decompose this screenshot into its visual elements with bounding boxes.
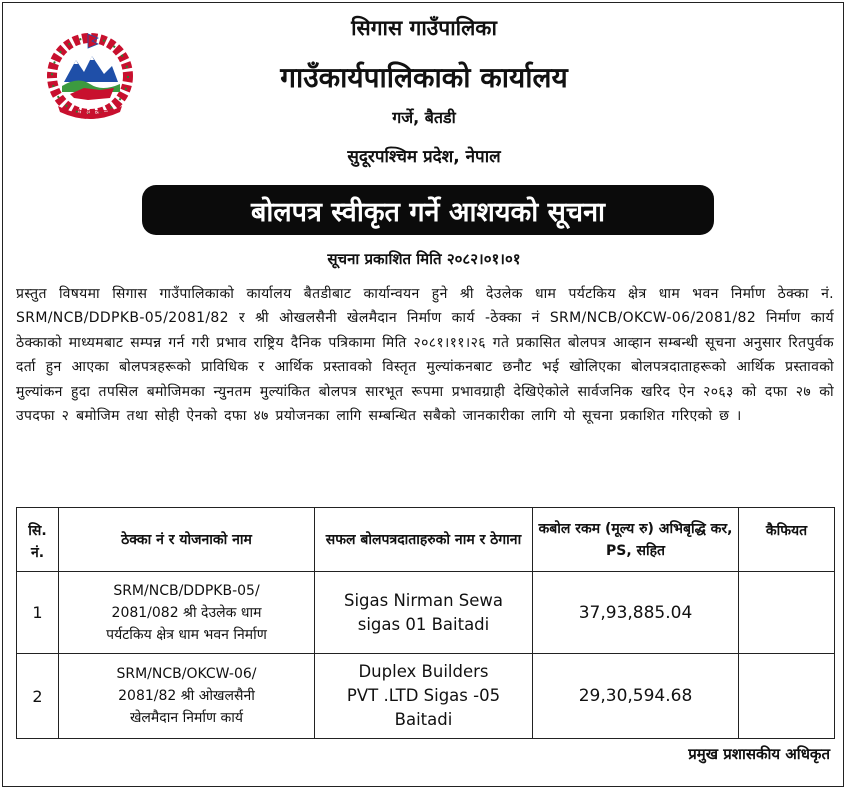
bidder-line: Baitadi: [394, 710, 453, 729]
contract-line: 2081/082 श्री देउलेक धाम: [111, 604, 262, 621]
bidder-line: sigas 01 Baitadi: [357, 614, 490, 634]
notice-body: प्रस्तुत विषयमा सिगास गाउँपालिकाको कार्यालय बैतडीबाट कार्यान्वयन हुने श्री देउलेक धाम पर्यटकिय क्षेत्र धाम भवन निर्माण ठेक्का नं. SRM/NCB/DDPKB-05/2081/82 र श्री ओखलसैनी खेलमैदान निर्माण कार्य -ठेक्का नं SRM/NCB/OKCW-06/2081/82 निर्माण कार्य ठेक्काको माध्यमबाट सम्पन्न गर्न गरी प्रभाव राष्ट्रिय दैनिक पत्रिकामा मिति २०८१।११।२६ गते प्रकासित बोलपत्र आव्हान सम्बन्धी सूचना अनुसार रितपुर्वक दर्ता हुन आएका बोलपत्रहरूको प्राविधिक र आर्थिक प्रस्तावको विस्तृत मुल्यांकनबाट छनौट भई खोलिएका बोलपत्रदाताहरूको आर्थिक प्रस्तावको मुल्यांकन हुदा तपसिल बमोजिमका न्युनतम मुल्यांकित बोलपत्र सारभूत रूपमा प्रभावग्राही देखिऐकोले सार्वजनिक खरिद ऐन २०६३ को दफा २७ को उपदफा २ बमोजिम तथा सोही ऐनको दफा ४७ प्रयोजनका लागि सम्बन्धित सबैको जानकारीका लागि यो सूचना प्रकाशित गरिएको छ ।: [16, 286, 834, 425]
row-remarks: [739, 572, 835, 654]
row-contract: [59, 572, 315, 654]
row-sn: 2: [17, 654, 59, 739]
office-location: गर्जे, बैतडी: [392, 108, 456, 127]
header-remarks: कैफियत: [739, 508, 835, 572]
province-name: सुदूरपश्चिम प्रदेश, नेपाल: [347, 147, 501, 167]
row-amount: 37,93,885.04: [533, 572, 739, 654]
row-amount: 29,30,594.68: [533, 654, 739, 739]
header-bidder: सफल बोलपत्रदाताहरुको नाम र ठेगाना: [315, 508, 533, 572]
table-header-row: [17, 508, 835, 572]
signoff-title: प्रमुख प्रशासकीय अधिकृत: [688, 745, 830, 763]
municipality-name: सिगास गाउँपालिका: [351, 16, 497, 40]
contract-line: पर्यटकिय क्षेत्र धाम भवन निर्माण: [106, 626, 267, 643]
table-row: [17, 572, 835, 654]
contract-line: SRM/NCB/DDPKB-05/: [113, 582, 260, 599]
contract-line: खेलमैदान निर्माण कार्य: [129, 710, 244, 726]
notice-title-banner: [142, 185, 714, 235]
notice-title: बोलपत्र स्वीकृत गर्ने आशयको सूचना: [250, 196, 606, 228]
header-contract: ठेक्का नं र योजनाको नाम: [59, 508, 315, 572]
published-date: सूचना प्रकाशित मिति २०८२।०१।०१: [327, 250, 521, 268]
row-bidder: [315, 572, 533, 654]
contract-line: 2081/82 श्री ओखलसैनी: [118, 688, 255, 704]
bidder-line: Duplex Builders: [358, 662, 489, 681]
row-remarks: [739, 654, 835, 739]
header-amount: कबोल रकम (मूल्य रु) अभिबृद्धि कर, PS, सहित: [533, 508, 739, 572]
bid-result-table: [16, 507, 835, 739]
contract-line: SRM/NCB/OKCW-06/: [116, 666, 257, 682]
emblem-caption: नेपाल सरकार: [77, 109, 107, 116]
office-name: गाउँकार्यपालिकाको कार्यालय: [280, 61, 568, 94]
bidder-line: Sigas Nirman Sewa: [343, 590, 504, 610]
bidder-line: PVT .LTD Sigas -05: [346, 686, 501, 705]
row-sn: 1: [17, 572, 59, 654]
row-contract: [59, 654, 315, 739]
table-row: [17, 654, 835, 739]
header-sn: सि. नं.: [17, 508, 59, 572]
row-bidder: [315, 654, 533, 739]
